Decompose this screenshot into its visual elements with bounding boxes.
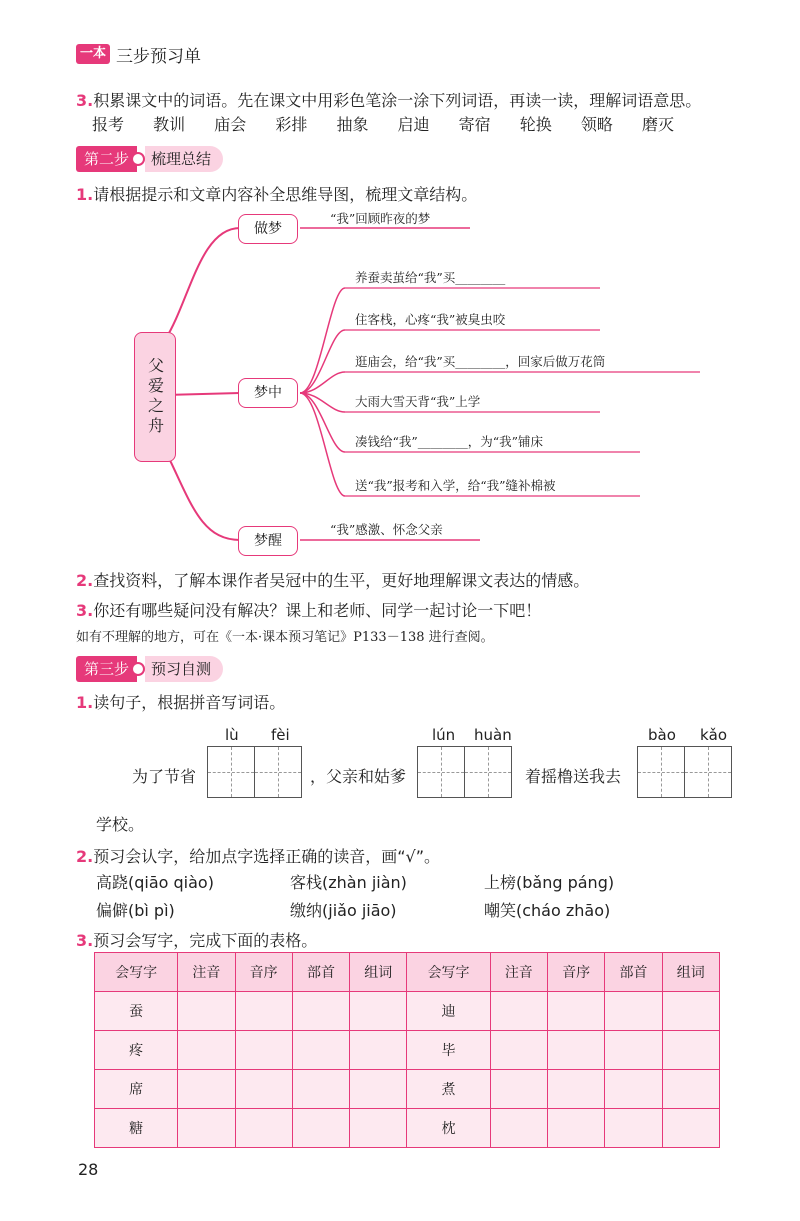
mindmap-center: [134, 332, 176, 462]
answer-cell[interactable]: [178, 1109, 235, 1148]
pinyin: lù: [225, 726, 239, 744]
vocab-word: 启迪: [397, 115, 430, 134]
table-row: [95, 1031, 720, 1070]
writing-cell[interactable]: [464, 746, 512, 798]
answer-cell[interactable]: [292, 992, 349, 1031]
col-header: 会写字: [95, 953, 178, 992]
reading-choice[interactable]: 缴纳(jiǎo jiāo): [290, 901, 397, 920]
sentence-segment: 学校。: [96, 815, 145, 834]
answer-cell[interactable]: [235, 1031, 292, 1070]
vocab-word: 报考: [92, 115, 125, 134]
char-cell: 迪: [407, 992, 490, 1031]
reading-choice[interactable]: 高跷(qiāo qiào): [96, 873, 214, 892]
writing-cell[interactable]: [254, 746, 302, 798]
reading-choice[interactable]: 客栈(zhàn jiàn): [290, 873, 407, 892]
table-row: [95, 992, 720, 1031]
mindmap-center-label: 父爱之舟: [145, 357, 165, 437]
answer-cell[interactable]: [292, 1109, 349, 1148]
pinyin: lún: [432, 726, 456, 744]
answer-cell[interactable]: [490, 992, 547, 1031]
step-tag: 第三步: [76, 656, 137, 682]
vocab-word: 抽象: [336, 115, 369, 134]
question-number: 1.: [76, 693, 94, 712]
answer-cell[interactable]: [547, 1031, 604, 1070]
question-text: 你还有哪些疑问没有解决？课上和老师、同学一起讨论一下吧！: [93, 601, 542, 620]
table-row: [95, 1070, 720, 1109]
answer-cell[interactable]: [605, 1031, 662, 1070]
answer-cell[interactable]: [490, 1109, 547, 1148]
answer-cell[interactable]: [178, 1031, 235, 1070]
question-number: 2.: [76, 571, 94, 590]
writing-cell[interactable]: [684, 746, 732, 798]
col-header: 音序: [235, 953, 292, 992]
col-header: 组词: [350, 953, 407, 992]
table-header-row: [95, 953, 720, 992]
step3-question-3: [76, 928, 317, 951]
mindmap-item: 送“我”报考和入学，给“我”缝补棉被: [355, 478, 556, 493]
sentence-segment: 为了节省: [132, 767, 197, 786]
mindmap-item: 逛庙会，给“我”买________，回家后做万花筒: [355, 354, 606, 369]
writing-cell[interactable]: [417, 746, 465, 798]
question-text: 预习会写字，完成下面的表格。: [93, 931, 318, 950]
question-number: 2.: [76, 847, 94, 866]
mindmap-note-awake: “我”感激、怀念父亲: [330, 522, 443, 537]
answer-cell[interactable]: [605, 1070, 662, 1109]
answer-cell[interactable]: [490, 1070, 547, 1109]
pinyin: bào: [648, 726, 676, 744]
answer-cell[interactable]: [292, 1031, 349, 1070]
writing-grid: [637, 746, 732, 798]
char-cell: 枕: [407, 1109, 490, 1148]
pinyin: kǎo: [700, 726, 728, 744]
page-header-title: 三步预习单: [116, 47, 201, 67]
char-cell: 疼: [95, 1031, 178, 1070]
mindmap-branch-in-dream: 梦中: [238, 378, 298, 408]
vocab-word: 磨灭: [641, 115, 674, 134]
step3-question-1: [76, 690, 285, 713]
character-table: [94, 952, 720, 1148]
answer-cell[interactable]: [350, 1031, 407, 1070]
col-header: 音序: [547, 953, 604, 992]
writing-cell[interactable]: [637, 746, 685, 798]
reading-choice[interactable]: 嘲笑(cháo zhāo): [484, 901, 611, 920]
answer-cell[interactable]: [662, 992, 719, 1031]
question-text: 请根据提示和文章内容补全思维导图，梳理文章结构。: [93, 185, 478, 204]
vocab-word: 轮换: [519, 115, 552, 134]
sentence-segment: 着摇橹送我去: [525, 767, 622, 786]
question-number: 3.: [76, 931, 94, 950]
col-header: 组词: [662, 953, 719, 992]
char-cell: 煮: [407, 1070, 490, 1109]
answer-cell[interactable]: [662, 1109, 719, 1148]
char-cell: 蚕: [95, 992, 178, 1031]
question-number: 1.: [76, 185, 94, 204]
answer-cell[interactable]: [662, 1031, 719, 1070]
question-number: 3.: [76, 91, 94, 110]
answer-cell[interactable]: [235, 1109, 292, 1148]
mindmap-branch-awake: 梦醒: [238, 526, 298, 556]
question-text: 查找资料，了解本课作者吴冠中的生平，更好地理解课文表达的情感。: [93, 571, 590, 590]
question-text: 读句子，根据拼音写词语。: [93, 693, 286, 712]
writing-cell[interactable]: [207, 746, 255, 798]
answer-cell[interactable]: [547, 1109, 604, 1148]
answer-cell[interactable]: [235, 992, 292, 1031]
char-cell: 糖: [95, 1109, 178, 1148]
answer-cell[interactable]: [178, 992, 235, 1031]
question-text: 预习会认字，给加点字选择正确的读音，画“√”。: [93, 847, 440, 866]
sentence-segment: ，父亲和姑爹: [310, 767, 407, 786]
pinyin: fèi: [271, 726, 290, 744]
answer-cell[interactable]: [350, 1070, 407, 1109]
answer-cell[interactable]: [605, 992, 662, 1031]
reading-choice[interactable]: 偏僻(bì pì): [96, 901, 175, 920]
col-header: 注音: [490, 953, 547, 992]
question-text: 积累课文中的词语。先在课文中用彩色笔涂一涂下列词语，再读一读，理解词语意思。: [93, 91, 702, 110]
answer-cell[interactable]: [350, 992, 407, 1031]
table-row: [95, 1109, 720, 1148]
step3-question-2: [76, 844, 440, 867]
char-cell: 席: [95, 1070, 178, 1109]
vocab-word: 寄宿: [458, 115, 491, 134]
step-name: 预习自测: [145, 656, 223, 682]
question-number: 3.: [76, 601, 94, 620]
mindmap-note-dream: “我”回顾昨夜的梦: [330, 211, 431, 226]
step-dot-icon: [131, 662, 145, 676]
answer-cell[interactable]: [292, 1070, 349, 1109]
vocab-word: 领略: [580, 115, 613, 134]
vocab-word: 庙会: [214, 115, 247, 134]
answer-cell[interactable]: [350, 1109, 407, 1148]
mindmap-item: 住客栈，心疼“我”被臭虫咬: [355, 312, 506, 327]
answer-cell[interactable]: [490, 1031, 547, 1070]
col-header: 部首: [292, 953, 349, 992]
char-cell: 毕: [407, 1031, 490, 1070]
col-header: 部首: [605, 953, 662, 992]
answer-cell[interactable]: [547, 992, 604, 1031]
answer-cell[interactable]: [235, 1070, 292, 1109]
col-header: 会写字: [407, 953, 490, 992]
answer-cell[interactable]: [662, 1070, 719, 1109]
writing-grid: [417, 746, 512, 798]
mindmap-branch-dream: 做梦: [238, 214, 298, 244]
col-header: 注音: [178, 953, 235, 992]
vocab-word: 教训: [153, 115, 186, 134]
step2-question-2: [76, 568, 589, 591]
page-number: 28: [78, 1160, 99, 1179]
step-3-header: [76, 656, 223, 682]
reference-note: 如有不理解的地方，可在《一本·课本预习笔记》P133－138 进行查阅。: [76, 630, 494, 645]
step-name: 梳理总结: [145, 146, 223, 172]
pinyin: huàn: [474, 726, 512, 744]
answer-cell[interactable]: [547, 1070, 604, 1109]
brand-logo: 一本: [76, 44, 110, 64]
step-tag: 第二步: [76, 146, 137, 172]
answer-cell[interactable]: [605, 1109, 662, 1148]
step2-question-3: [76, 598, 541, 621]
mindmap-item: 大雨大雪天背“我”上学: [355, 394, 481, 409]
writing-grid: [207, 746, 302, 798]
vocab-word: 彩排: [275, 115, 308, 134]
mindmap-item: 养蚕卖茧给“我”买________: [355, 270, 506, 285]
mindmap-item: 凑钱给“我”________，为“我”铺床: [355, 434, 544, 449]
answer-cell[interactable]: [178, 1070, 235, 1109]
reading-choice[interactable]: 上榜(bǎng páng): [484, 873, 615, 892]
